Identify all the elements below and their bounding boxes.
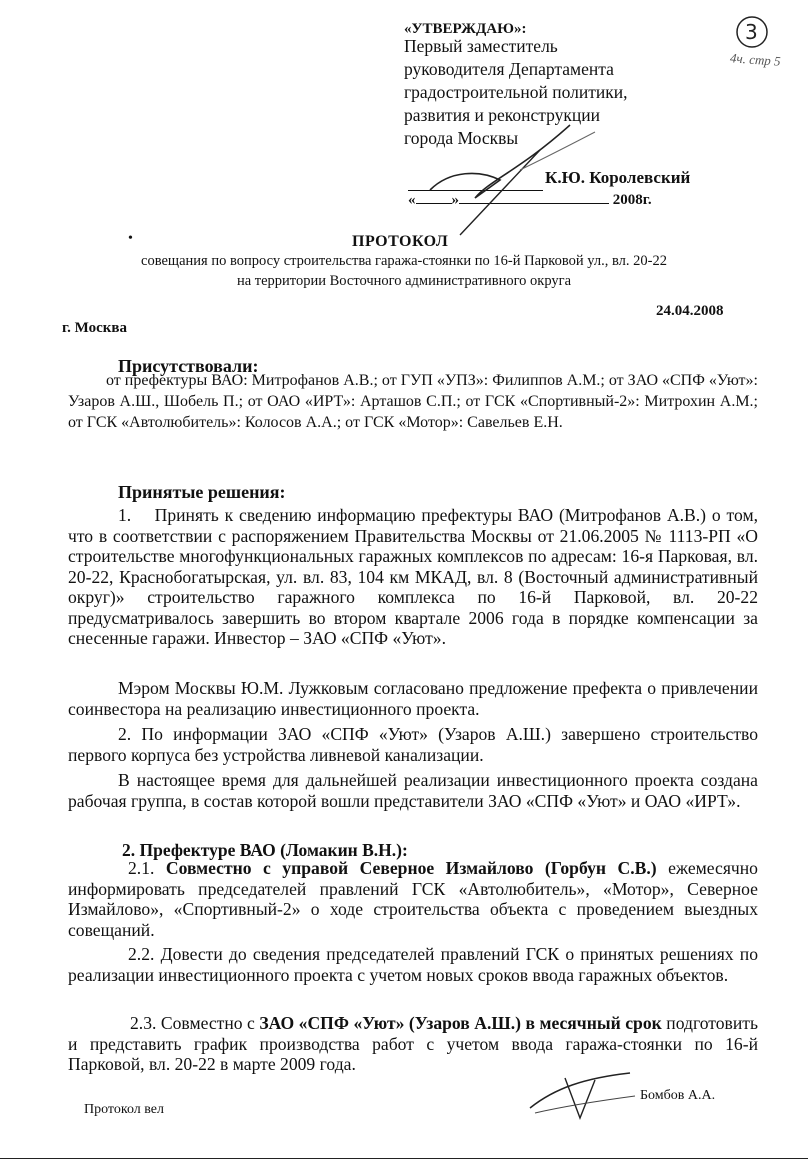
approval-date: « » 2008г.: [408, 192, 652, 208]
page-number: 3: [745, 20, 758, 44]
decision-2-extra: В настоящее время для дальнейшей реализации инвестиционного проекта создана рабочая группа, в состав которой вошли представители ЗАО «СПФ «Уют» и ОАО «ИРТ».: [68, 770, 758, 811]
attendees-heading: Присутствовали:: [118, 356, 259, 376]
approval-signature: [420, 110, 620, 240]
footer-left: Протокол вел: [84, 1102, 164, 1117]
decision-2-1-text: ежемесячно информировать председателей правлений ГСК «Автолюбитель», «Мотор», Северное Измайлово», «Спортивный-2» о ходе строительства объекта с проведением выездных совещаний.: [68, 858, 758, 940]
corner-note: 4ч. стр 5: [729, 50, 782, 69]
signer-name: К.Ю. Королевский: [545, 168, 691, 187]
document-city: г. Москва: [62, 320, 127, 336]
page-number-circle: [732, 12, 772, 52]
decision-2-3-text: подготовить и представить график производства работ с учетом ввода гаража-стоянки по 16-й Парковой, вл. 20-22 в марте 2009 года.: [68, 1013, 758, 1074]
decisions-heading: Принятые решения:: [118, 482, 286, 502]
approval-line-3: градостроительной политики,: [404, 82, 628, 102]
approval-line-2: руководителя Департамента: [404, 59, 614, 79]
document-title: ПРОТОКОЛ: [352, 233, 449, 250]
footer-signature: [525, 1068, 640, 1128]
title-dot: •: [128, 231, 133, 246]
approval-line-1: Первый заместитель: [404, 36, 558, 56]
decision-2: 2. По информации ЗАО «СПФ «Уют» (Узаров А.Ш.) завершено строительство первого корпуса без устройства ливневой канализации.: [68, 724, 758, 765]
approval-line-5: города Москвы: [404, 128, 519, 148]
decision-1-number: 1.: [118, 505, 132, 525]
approval-line-4: развития и реконструкции: [404, 105, 600, 125]
footer-right: Бомбов А.А.: [640, 1088, 716, 1103]
attendees-text: от префектуры ВАО: Митрофанов А.В.; от ГУП «УПЗ»: Филиппов А.М.; от ЗАО «СПФ «Уют»: Узаров А.Ш., Шобель П.; от ОАО «ИРТ»: Арташов С.П.; от ГСК «Спортивный-2»: Митрохин А.М.; от ГСК «Автолюбитель»: Колосов А.А.; от ГСК «Мотор»: Савельев Е.Н.: [68, 372, 758, 431]
document-subtitle-2: на территории Восточного административного округа: [236, 273, 572, 289]
decision-1-text: Принять к сведению информацию префектуры ВАО (Митрофанов А.В.) о том, что в соответствии с распоряжением Правительства Москвы от 21.06.2005 № 1113-РП «О строительстве многофункциональных гаражных комплексов по адресам: 16-я Парковая, вл. 20-22, Краснобогатырская, ул. вл. 83, 104 км МКАД, вл. 8 (Восточный административный округ)» строительство гаражного комплекса по 16-й Парковой, вл. 20-22 предусматривалось завершить во втором квартале 2006 года в порядке компенсации за снесенные гаражи. Инвестор – ЗАО «СПФ «Уют».: [68, 505, 759, 648]
decision-2-3-prefix: 2.3. Совместно с: [130, 1013, 255, 1033]
document-date: 24.04.2008: [656, 303, 724, 319]
decision-2-2: 2.2. Довести до сведения председателей правлений ГСК о принятых решениях по реализации инвестиционного проекта с учетом новых сроков ввода гаражных объектов.: [68, 944, 758, 985]
bottom-rule: [0, 1158, 808, 1159]
decision-2-3-bold: ЗАО «СПФ «Уют» (Узаров А.Ш.) в месячный срок: [259, 1013, 662, 1033]
decision-2-3: [68, 1013, 758, 1075]
document-subtitle-1: совещания по вопросу строительства гаража-стоянки по 16-й Парковой ул., вл. 20-22: [141, 253, 667, 269]
decision-2-1-number: 2.1.: [128, 858, 155, 878]
decision-2-1-bold: Совместно с управой Северное Измайлово (Горбун С.В.): [165, 858, 657, 878]
decision-1: [68, 505, 758, 649]
decision-1-extra: Мэром Москвы Ю.М. Лужковым согласовано предложение префекта о привлечении соинвестора на реализацию инвестиционного проекта.: [68, 678, 758, 719]
decision-2-1: [68, 858, 758, 940]
prefecture-heading: 2. Префектуре ВАО (Ломакин В.Н.):: [122, 840, 408, 860]
approval-stamp: «УТВЕРЖДАЮ»:: [404, 21, 527, 37]
